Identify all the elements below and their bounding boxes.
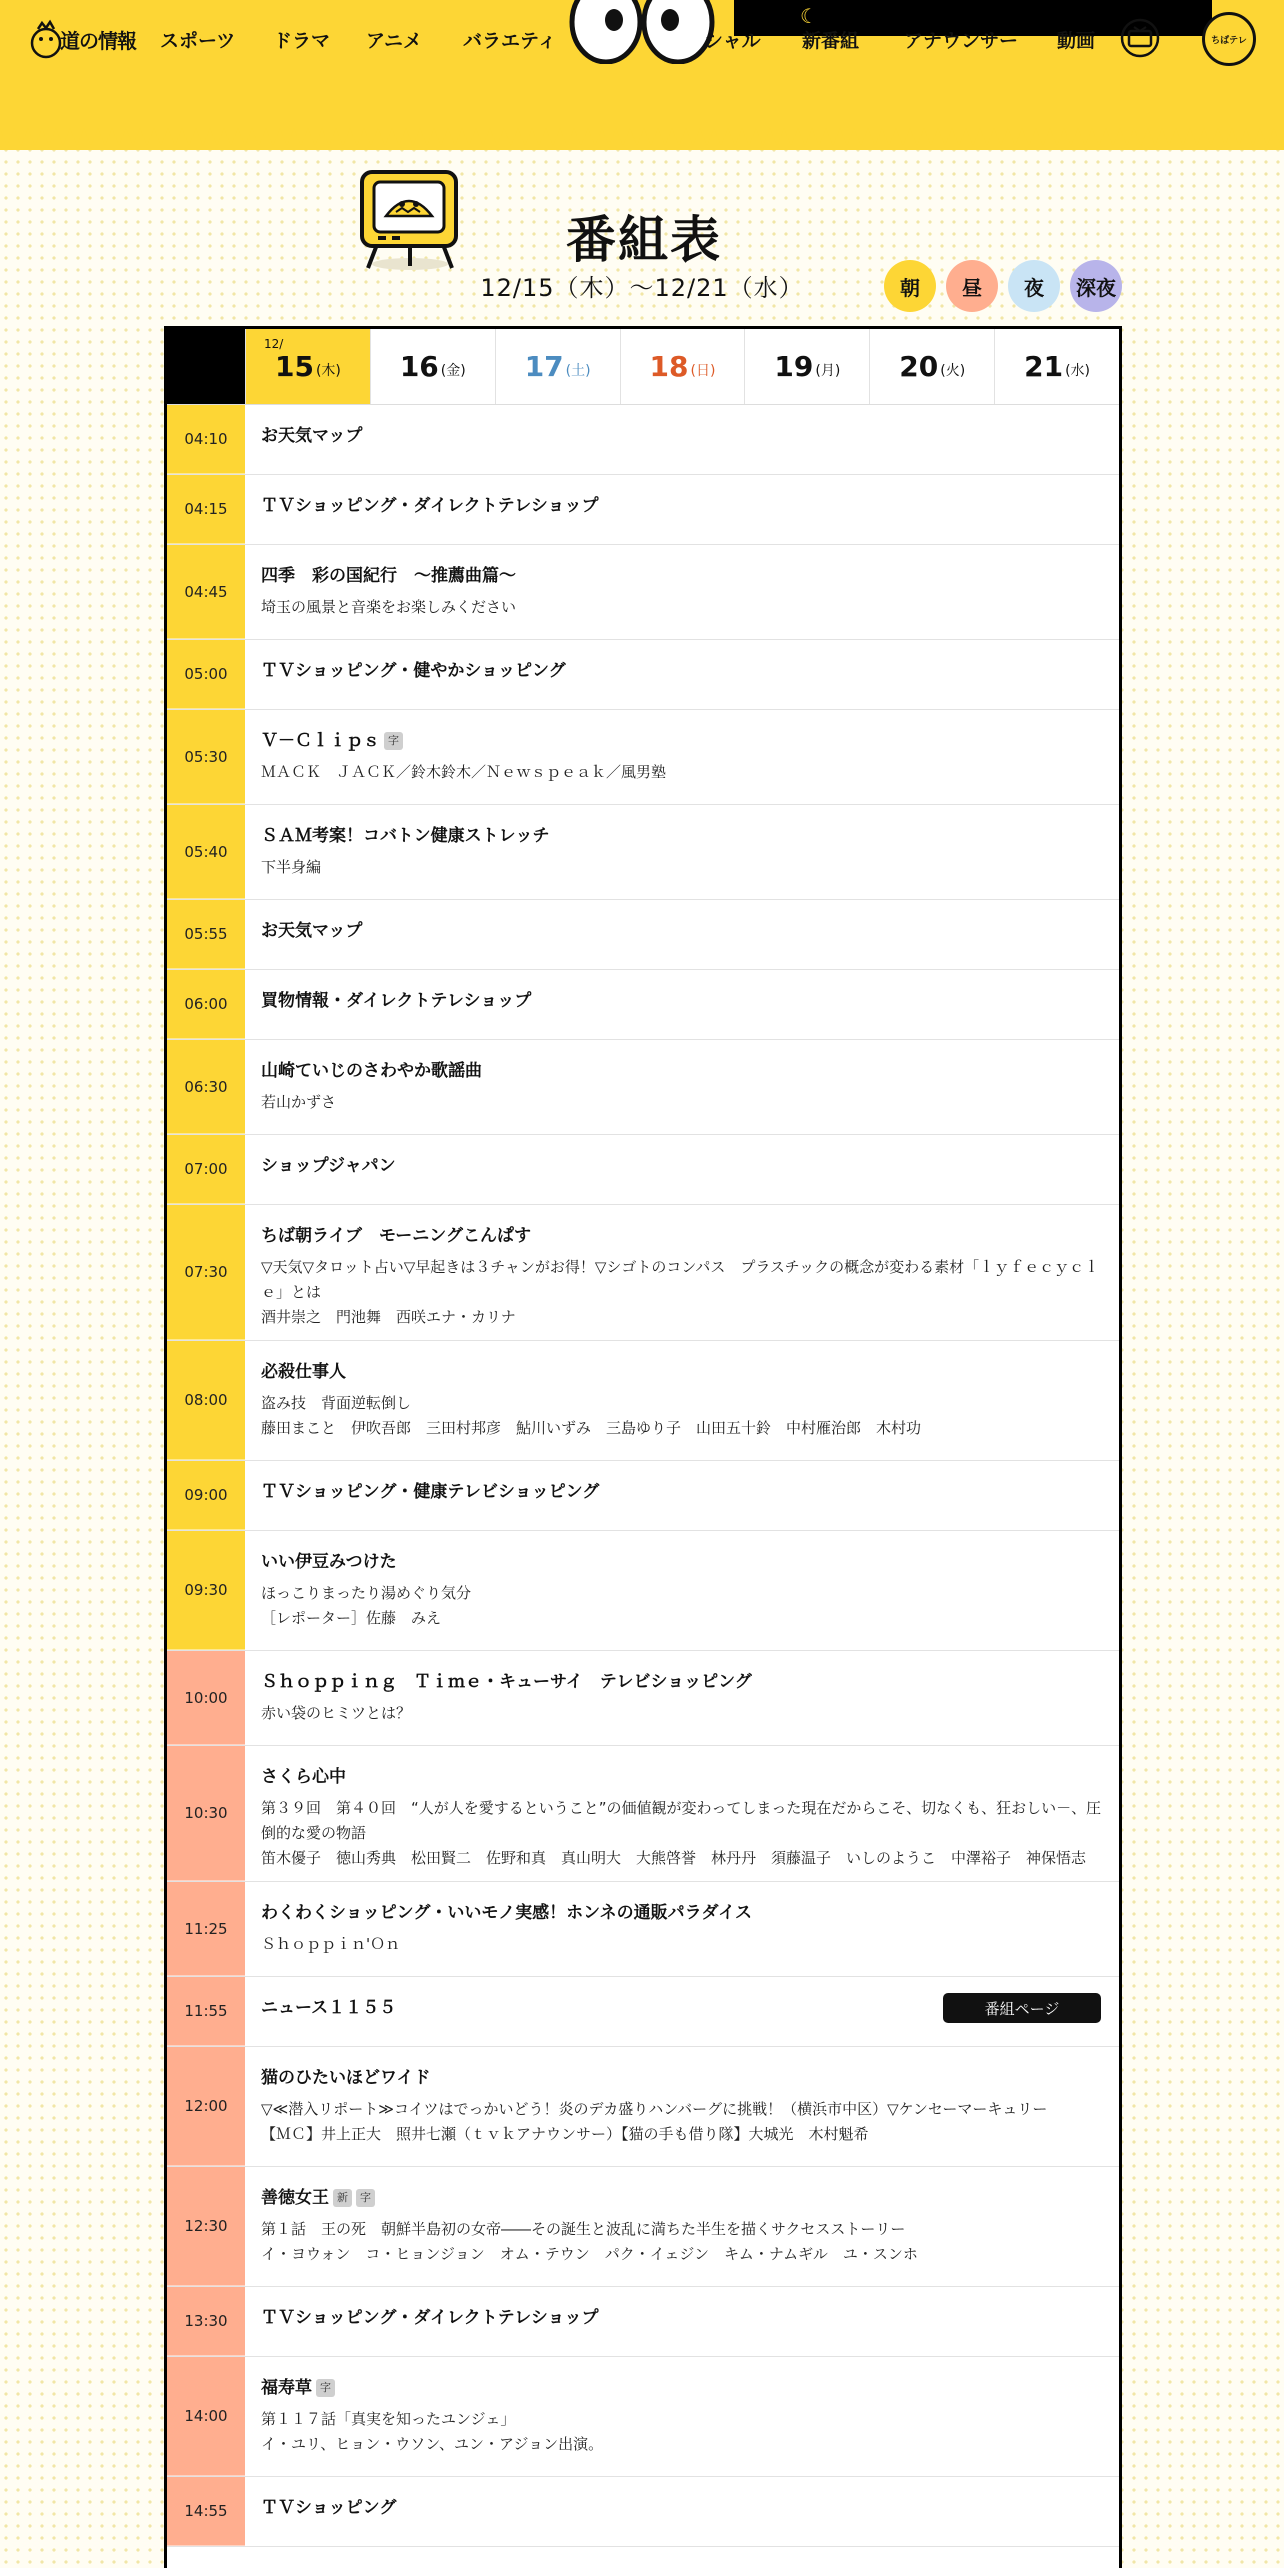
day-weekday: (金) — [440, 362, 466, 379]
day-month: 12/ — [264, 337, 284, 351]
program-row — [167, 805, 1119, 900]
program-row — [167, 640, 1119, 710]
program-row — [167, 405, 1119, 475]
mascot-logo-icon — [30, 19, 64, 59]
program-title-line — [261, 2495, 1103, 2521]
day-tab-15[interactable] — [245, 329, 370, 404]
program-cell[interactable] — [245, 640, 1119, 709]
day-tab-20[interactable] — [869, 329, 994, 404]
program-description: 下半身編 — [261, 858, 322, 876]
program-title: ＴＶショッピング・健やかショッピング — [261, 661, 566, 681]
program-title-line — [261, 423, 1103, 449]
program-title: 福寿草 — [261, 2378, 312, 2398]
program-time: 06:30 — [167, 1040, 245, 1134]
nav-anime[interactable]: アニメ — [366, 30, 423, 52]
day-number: 20 — [899, 350, 939, 383]
program-title: ＴＶショッピング・ダイレクトテレショップ — [261, 496, 599, 516]
program-title-line — [261, 728, 1103, 754]
program-title-line — [261, 1549, 1103, 1575]
day-number: 16 — [399, 350, 439, 383]
day-number: 21 — [1024, 350, 1064, 383]
program-title-line — [261, 1669, 1103, 1695]
program-time: 07:30 — [167, 1205, 245, 1340]
program-row — [167, 1746, 1119, 1882]
program-cell[interactable] — [245, 1341, 1119, 1460]
program-title: Ｓｈｏｐｐｉｎｇ Ｔｉｍｅ・キューサイ テレビショッピング — [261, 1672, 752, 1692]
day-tab-18[interactable] — [620, 329, 745, 404]
site-header — [0, 0, 1284, 150]
time-daytime-button[interactable] — [946, 260, 998, 312]
day-weekday: (日) — [690, 362, 716, 379]
day-weekday: (木) — [315, 362, 341, 379]
program-title: お天気マップ — [261, 921, 363, 941]
program-title-line — [261, 1153, 1103, 1179]
program-description: 若山かずさ — [261, 1093, 337, 1111]
program-row — [167, 2477, 1119, 2547]
program-time: 14:00 — [167, 2357, 245, 2476]
program-row — [167, 1135, 1119, 1205]
program-cell[interactable] — [245, 2357, 1119, 2476]
day-header-row — [167, 329, 1119, 405]
program-title: 善徳女王 — [261, 2188, 329, 2208]
program-description: ［レポーター］佐藤 みえ — [261, 1609, 442, 1627]
program-time: 04:15 — [167, 475, 245, 544]
site-logo[interactable] — [30, 14, 136, 64]
program-cell[interactable] — [245, 475, 1119, 544]
program-title: ＴＶショッピング・健康テレビショッピング — [261, 1482, 600, 1502]
schedule-table — [164, 326, 1122, 2568]
program-cell[interactable] — [245, 900, 1119, 969]
program-row — [167, 1882, 1119, 1977]
nav-new-programs[interactable]: 新番組 — [802, 30, 860, 52]
program-cell[interactable] — [245, 1040, 1119, 1134]
program-description: Ｓｈｏｐｐｉｎ'Ｏｎ — [261, 1935, 401, 1953]
program-cell[interactable] — [245, 1746, 1119, 1881]
program-title-line — [261, 1058, 1103, 1084]
program-row — [167, 1461, 1119, 1531]
time-latenight-label: 深夜 — [1076, 275, 1116, 300]
program-description: 第１１７話「真実を知ったユンジェ」 — [261, 2410, 516, 2428]
program-title-line — [261, 823, 1103, 849]
program-title-line — [261, 918, 1103, 944]
program-title-line — [261, 2305, 1103, 2331]
mascot-circle-button[interactable] — [1202, 12, 1256, 66]
program-title-line — [261, 988, 1103, 1014]
program-cell[interactable] — [245, 1977, 1119, 2046]
mascot-eyes-icon — [568, 0, 716, 64]
program-cell[interactable] — [245, 405, 1119, 474]
program-row — [167, 1651, 1119, 1746]
day-weekday: (月) — [815, 362, 841, 379]
program-cell[interactable] — [245, 545, 1119, 639]
program-description: 第１話 王の死 朝鮮半島初の女帝――その誕生と波乱に満ちた半生を描くサクセスストーリー — [261, 2220, 906, 2238]
nav-variety[interactable]: バラエティ — [463, 30, 557, 52]
day-tab-16[interactable] — [370, 329, 495, 404]
program-time: 05:30 — [167, 710, 245, 804]
program-title: お天気マップ — [261, 426, 363, 446]
program-title: 買物情報・ダイレクトテレショップ — [261, 991, 532, 1011]
day-tab-19[interactable] — [744, 329, 869, 404]
day-number: 17 — [524, 350, 564, 383]
program-time: 11:55 — [167, 1977, 245, 2046]
program-title-line — [261, 2185, 1103, 2211]
program-row — [167, 2357, 1119, 2477]
corner-cell — [167, 329, 245, 404]
day-weekday: (火) — [940, 362, 966, 379]
program-badge: 字 — [356, 2189, 375, 2207]
program-time: 04:45 — [167, 545, 245, 639]
day-tab-17[interactable] — [495, 329, 620, 404]
banner-moon-icon: ☾ — [800, 4, 818, 28]
program-cell[interactable] — [245, 1651, 1119, 1745]
program-title: Ｖ－Ｃｌｉｐｓ — [261, 731, 380, 751]
program-time: 05:00 — [167, 640, 245, 709]
program-description: ▽天気▽タロット占い▽早起きは３チャンがお得！▽シゴトのコンパス プラスチックの概念が変わる素材「ｌｙｆｅｃｙｃｌｅ」とは — [261, 1258, 1100, 1301]
mascot-label: ちばテレ — [1211, 35, 1247, 46]
program-time: 05:40 — [167, 805, 245, 899]
program-title: わくわくショッピング・いいモノ実感！ホンネの通販パラダイス — [261, 1903, 752, 1923]
program-time: 11:25 — [167, 1882, 245, 1976]
program-badge: 字 — [316, 2379, 335, 2397]
program-description: ＭＡＣＫ ＪＡＣＫ／鈴木鈴木／Ｎｅｗｓｐｅａｋ／風男塾 — [261, 763, 667, 781]
program-time: 08:00 — [167, 1341, 245, 1460]
time-night-label: 夜 — [1024, 275, 1044, 300]
program-description: 赤い袋のヒミツとは？ — [261, 1704, 412, 1722]
nav-special[interactable]: シャル — [704, 30, 761, 52]
program-title: ちば朝ライブ モーニングこんぱす — [261, 1226, 531, 1246]
program-time: 07:00 — [167, 1135, 245, 1204]
program-cell[interactable] — [245, 710, 1119, 804]
program-description: ▽≪潜入リポート≫コイツはでっかいどう！炎のデカ盛りハンバーグに挑戦！（横浜市中区）▽ケンセーマーキュリー — [261, 2100, 1048, 2118]
header-zigzag-edge — [0, 128, 1284, 152]
program-time: 09:30 — [167, 1531, 245, 1650]
program-title: ＴＶショッピング・ダイレクトテレショップ — [261, 2308, 599, 2328]
day-number: 19 — [774, 350, 814, 383]
program-cell[interactable] — [245, 2477, 1119, 2546]
page-title: 番組表 — [566, 211, 722, 269]
program-time: 10:30 — [167, 1746, 245, 1881]
program-title-line — [261, 1764, 1103, 1790]
program-cell[interactable] — [245, 2047, 1119, 2166]
program-title: 必殺仕事人 — [261, 1362, 346, 1382]
program-title-line — [261, 1900, 1103, 1926]
program-title-line — [261, 2065, 1103, 2091]
program-badge: 字 — [384, 732, 403, 750]
program-title-line — [261, 493, 1103, 519]
program-row — [167, 970, 1119, 1040]
program-title: ＳＡＭ考案！コバトン健康ストレッチ — [261, 826, 550, 846]
program-list — [167, 405, 1119, 2547]
day-weekday: (土) — [565, 362, 591, 379]
program-title-line — [261, 658, 1103, 684]
program-cell[interactable] — [245, 805, 1119, 899]
program-title: 山崎ていじのさわやか歌謡曲 — [261, 1061, 482, 1081]
program-row — [167, 545, 1119, 640]
program-description: 笛木優子 徳山秀典 松田賢二 佐野和真 真山明大 大熊啓誉 林丹丹 須藤温子 いしのようこ 中澤裕子 神保悟志 — [261, 1849, 1087, 1867]
program-time: 04:10 — [167, 405, 245, 474]
program-title-line — [261, 563, 1103, 589]
program-cell[interactable] — [245, 970, 1119, 1039]
program-time: 12:30 — [167, 2167, 245, 2286]
program-cell[interactable] — [245, 1531, 1119, 1650]
program-cell[interactable] — [245, 1205, 1119, 1340]
nav-announcer[interactable]: アナウンサー — [904, 30, 1019, 52]
program-time: 05:55 — [167, 900, 245, 969]
program-cell[interactable] — [245, 1135, 1119, 1204]
program-description: 酒井崇之 門池舞 西咲エナ・カリナ — [261, 1308, 516, 1326]
program-title: ＴＶショッピング — [261, 2498, 397, 2518]
program-description: 埼玉の風景と音楽をお楽しみください — [261, 598, 517, 616]
program-title-line — [261, 1359, 1103, 1385]
program-badge: 新 — [333, 2189, 352, 2207]
program-title: 猫のひたいほどワイド — [261, 2068, 431, 2088]
mascot-tv-icon — [352, 168, 464, 272]
program-row — [167, 710, 1119, 805]
program-row — [167, 900, 1119, 970]
program-title: ショップジャパン — [261, 1156, 396, 1176]
program-row — [167, 2167, 1119, 2287]
program-description: 【ＭＣ】井上正大 照井七瀬（ｔｖｋアナウンサー）【猫の手も借り隊】大城光 木村魁希 — [261, 2125, 869, 2143]
program-row — [167, 1040, 1119, 1135]
program-row — [167, 2047, 1119, 2167]
program-title-line — [261, 2375, 1103, 2401]
program-title: 四季 彩の国紀行 ～推薦曲篇～ — [261, 566, 516, 586]
day-weekday: (水) — [1065, 362, 1091, 379]
program-description: 盗み技 背面逆転倒し — [261, 1394, 412, 1412]
program-row — [167, 1977, 1119, 2047]
program-description: イ・ヨウォン コ・ヒョンジョン オム・テウン パク・イェジン キム・ナムギル ユ・スンホ — [261, 2245, 918, 2263]
program-cell[interactable] — [245, 1882, 1119, 1976]
time-daytime-label: 昼 — [962, 275, 982, 300]
tv-icon[interactable] — [1120, 18, 1160, 58]
time-latenight-button[interactable] — [1070, 260, 1122, 312]
day-tab-21[interactable] — [994, 329, 1119, 404]
program-title: さくら心中 — [261, 1767, 346, 1787]
program-row — [167, 1531, 1119, 1651]
program-row — [167, 2287, 1119, 2357]
day-number: 15 — [274, 350, 314, 383]
nav-sports[interactable]: スポーツ — [160, 30, 236, 52]
program-description: 藤田まこと 伊吹吾郎 三田村邦彦 鮎川いずみ 三島ゆり子 山田五十鈴 中村雁治郎 木村功 — [261, 1419, 922, 1437]
time-night-button[interactable] — [1008, 260, 1060, 312]
program-time: 12:00 — [167, 2047, 245, 2166]
nav-video[interactable]: 動画 — [1057, 30, 1096, 52]
date-range: 12/15（木）〜12/21（水） — [480, 274, 804, 302]
program-row — [167, 475, 1119, 545]
program-cell[interactable] — [245, 1461, 1119, 1530]
time-morning-button[interactable] — [884, 260, 936, 312]
program-title: ニュース１１５５ — [261, 1998, 397, 2018]
program-title: いい伊豆みつけた — [261, 1552, 397, 1572]
nav-drama[interactable]: ドラマ — [273, 30, 331, 52]
program-description: 第３９回 第４０回 “人が人を愛するということ”の価値観が変わってしまった現在だからこそ、切なくも、狂おしい－、圧倒的な愛の物語 — [261, 1799, 1102, 1842]
program-cell[interactable] — [245, 2167, 1119, 2286]
program-row — [167, 1341, 1119, 1461]
program-cell[interactable] — [245, 2287, 1119, 2356]
program-time: 13:30 — [167, 2287, 245, 2356]
program-title-line — [261, 1479, 1103, 1505]
program-description: ほっこりまったり湯めぐり気分 — [261, 1584, 472, 1602]
program-page-button[interactable]: 番組ページ — [943, 1993, 1101, 2023]
program-time: 06:00 — [167, 970, 245, 1039]
time-morning-label: 朝 — [900, 275, 920, 300]
day-number: 18 — [649, 350, 689, 383]
program-description: イ・ユリ、ヒョン・ウソン、ユン・アジョン出演。 — [261, 2435, 604, 2453]
logo-text: 道の情報 — [60, 28, 136, 53]
program-row — [167, 1205, 1119, 1341]
program-title-line — [261, 1223, 1103, 1249]
program-time: 10:00 — [167, 1651, 245, 1745]
program-time: 14:55 — [167, 2477, 245, 2546]
program-time: 09:00 — [167, 1461, 245, 1530]
